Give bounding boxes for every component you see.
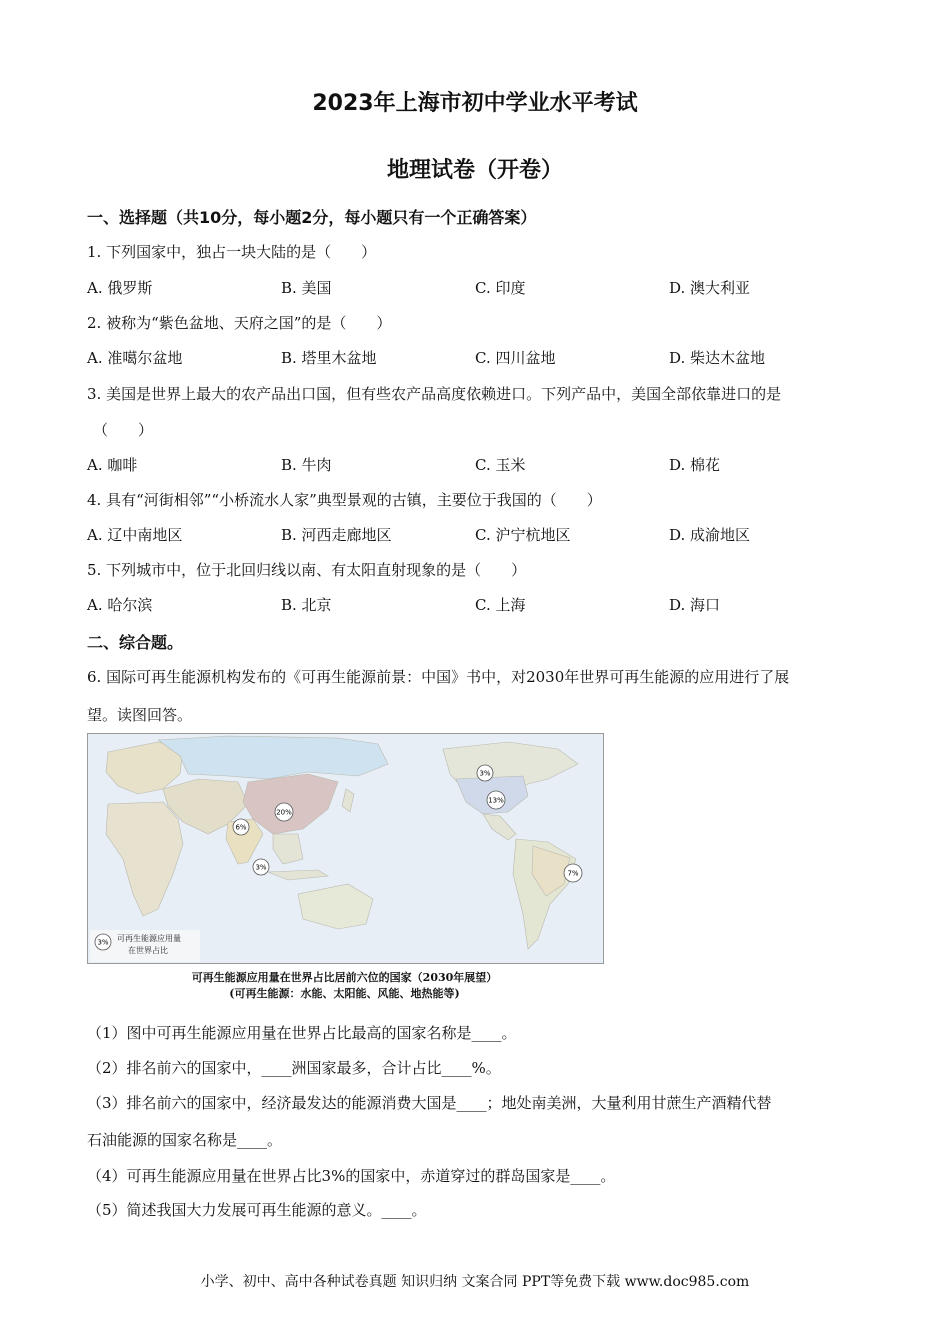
subquestion-5: （5）简述我国大力发展可再生能源的意义。____。 [87,1201,427,1219]
legend-badge-label: 3% [97,938,109,947]
q4-option-b: B. 河西走廊地区 [281,526,392,544]
badge-label-china: 20% [276,808,292,817]
subquestion-1: （1）图中可再生能源应用量在世界占比最高的国家名称是____。 [87,1024,517,1042]
q3-option-d: D. 棉花 [669,456,721,474]
badge-label-brazil: 7% [567,869,579,878]
world-map [88,734,603,963]
question-6-stem: 6. 国际可再生能源机构发布的《可再生能源前景：中国》书中，对2030年世界可再生能源的应用进行了展 [87,668,790,686]
q4-option-a: A. 辽中南地区 [87,526,183,544]
q1-option-a: A. 俄罗斯 [87,279,153,297]
question-3-stem: 3. 美国是世界上最大的农产品出口国，但有些农产品高度依赖进口。下列产品中，美国全部依靠进口的是 [87,385,782,403]
q5-option-b: B. 北京 [281,596,332,614]
q1-option-b: B. 美国 [281,279,332,297]
map-caption-line2: (可再生能源：水能、太阳能、风能、地热能等) [229,987,460,1000]
q1-option-d: D. 澳大利亚 [669,279,751,297]
section1-heading: 一、选择题（共10分，每小题2分，每小题只有一个正确答案） [87,208,537,227]
q5-option-c: C. 上海 [475,596,526,614]
q2-option-d: D. 柴达木盆地 [669,349,766,367]
q3-option-a: A. 咖啡 [87,456,138,474]
q4-option-c: C. 沪宁杭地区 [475,526,571,544]
question-5-stem: 5. 下列城市中，位于北回归线以南、有太阳直射现象的是（ ） [87,561,527,579]
badge-label-usa: 13% [488,796,504,805]
q2-option-c: C. 四川盆地 [475,349,556,367]
legend-text-line1: 可再生能源应用量 [117,934,181,943]
question-4-stem: 4. 具有“河街相邻”“小桥流水人家”典型景观的古镇，主要位于我国的（ ） [87,491,602,509]
q5-option-a: A. 哈尔滨 [87,596,153,614]
q2-option-b: B. 塔里木盆地 [281,349,377,367]
q3-option-b: B. 牛肉 [281,456,332,474]
subquestion-3-cont: 石油能源的国家名称是____。 [87,1131,283,1149]
badge-label-russia: 3% [479,769,491,778]
page-footer[interactable]: 小学、初中、高中各种试卷真题 知识归纳 文案合同 PPT等免费下载 www.doc985.com [200,1274,750,1290]
q1-option-c: C. 印度 [475,279,526,297]
subquestion-3: （3）排名前六的国家中，经济最发达的能源消费大国是____；地处南美洲，大量利用甘蔗生产酒精代替 [87,1094,772,1112]
subquestion-4: （4）可再生能源应用量在世界占比3%的国家中，赤道穿过的群岛国家是____。 [87,1167,616,1185]
q4-option-d: D. 成渝地区 [669,526,751,544]
q3-option-c: C. 玉米 [475,456,526,474]
world-map-figure [87,733,604,964]
badge-label-indonesia: 3% [255,863,267,872]
map-caption-line1: 可再生能源应用量在世界占比居前六位的国家（2030年展望） [191,971,498,984]
page-subtitle: 地理试卷（开卷） [386,158,563,183]
question-2-stem: 2. 被称为“紫色盆地、天府之国”的是（ ） [87,314,392,332]
page-title: 2023年上海市初中学业水平考试 [312,91,638,116]
q2-option-a: A. 准噶尔盆地 [87,349,183,367]
subquestion-2: （2）排名前六的国家中，____洲国家最多，合计占比____%。 [87,1059,501,1077]
section2-heading: 二、综合题。 [87,633,184,652]
question-6-stem-cont: 望。读图回答。 [87,706,193,724]
badge-label-india: 6% [235,823,247,832]
question-3-stem-cont: （ ） [93,421,154,439]
question-1-stem: 1. 下列国家中，独占一块大陆的是（ ） [87,243,377,261]
q5-option-d: D. 海口 [669,596,721,614]
legend-text-line2: 在世界占比 [128,946,168,955]
